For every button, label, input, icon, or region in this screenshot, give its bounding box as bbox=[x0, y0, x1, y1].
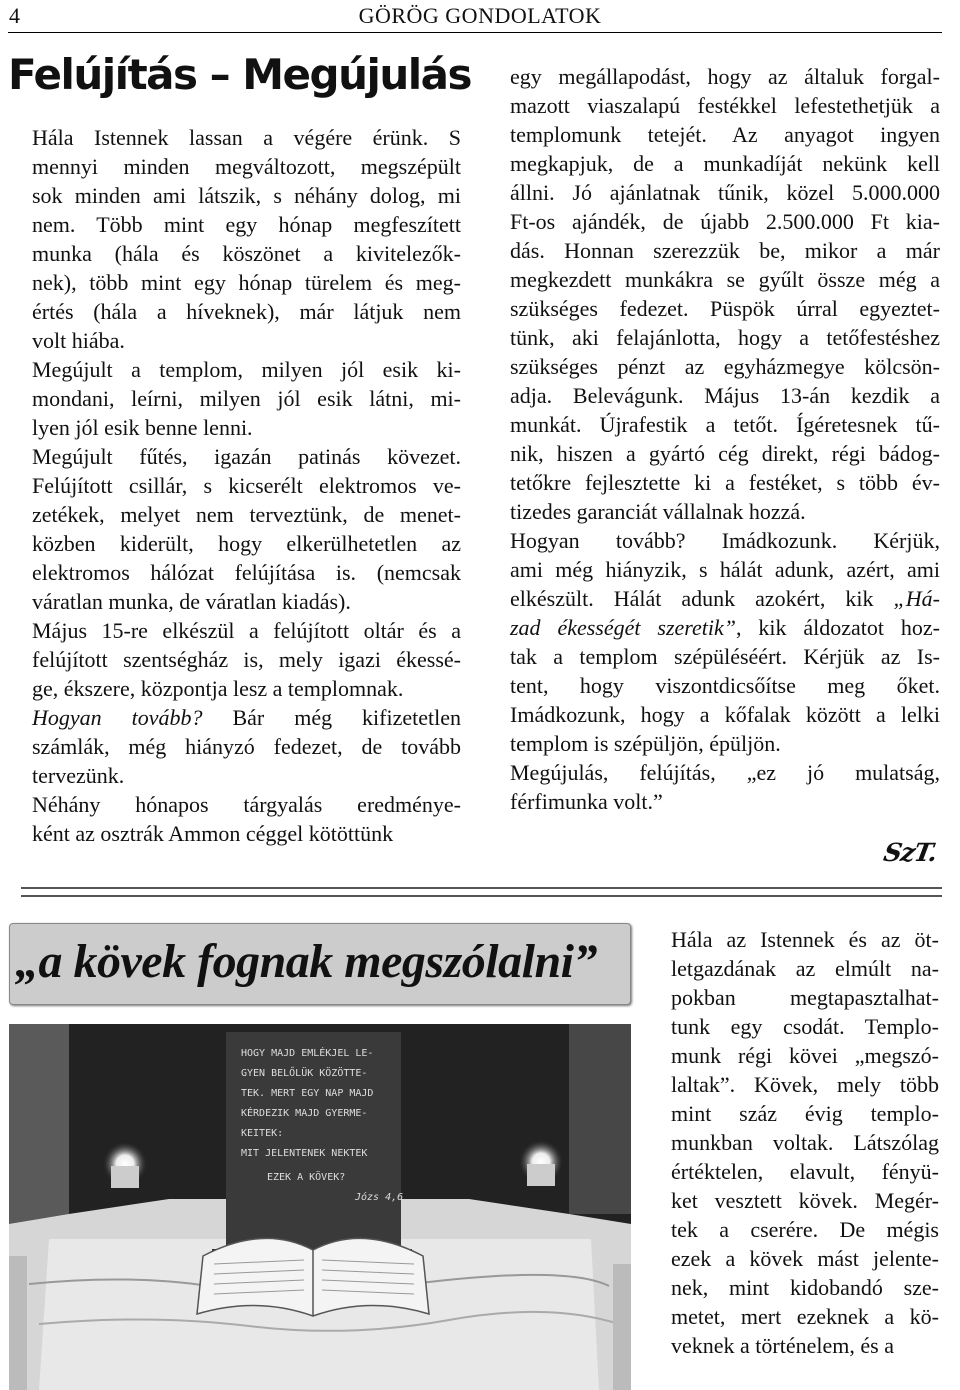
text-line: tent, hogy viszontdicsőítse meg őket. bbox=[510, 673, 940, 698]
page-number: 4 bbox=[9, 3, 20, 28]
section-divider-top bbox=[21, 887, 942, 889]
quote-heading: „a kövek fognak megszólalni” bbox=[15, 935, 597, 988]
section-divider-bottom bbox=[21, 895, 942, 897]
text-line: közben kiderült, hogy elkerülhetetlen az bbox=[32, 531, 461, 556]
text-line: munk régi kövei „megszó- bbox=[671, 1043, 939, 1068]
text-line: Megújult a templom, milyen jól esik ki- bbox=[32, 357, 461, 382]
text-line: Ft-os ajándék, de újabb 2.500.000 Ft kia- bbox=[510, 209, 940, 234]
text-line: Megújult fűtés, igazán patinás kövezet. bbox=[32, 444, 461, 469]
text-line: Megújulás, felújítás, „ez jó mulatság, bbox=[510, 760, 940, 785]
second-article-text bbox=[648, 925, 939, 1360]
text-line: mint száz évig templo- bbox=[671, 1101, 939, 1126]
text-line: egy megállapodást, hogy az általuk forgal- bbox=[510, 64, 940, 89]
text-line: megkezdett munkákra se gyűlt össze még a bbox=[510, 267, 940, 292]
text-line: letgazdának az elmúlt na- bbox=[671, 956, 939, 981]
running-header: GÖRÖG GONDOLATOK bbox=[358, 3, 602, 28]
text-line: mennyi minden megváltozott, megszépült bbox=[32, 154, 461, 179]
text-line: sok minden ami látszik, s néhány dolog, mi bbox=[32, 183, 461, 208]
text-line: nik, hiszen a gyártó cég direkt, régi bádog- bbox=[510, 441, 940, 466]
paragraph bbox=[487, 526, 940, 758]
sign-line: HOGY MAJD EMLÉKJEL LE- bbox=[241, 1048, 374, 1059]
text-line: munka (hála és köszönet a kivitelezők- bbox=[32, 241, 461, 266]
paragraph bbox=[487, 62, 940, 526]
text-line: Hála Istennek lassan a végére érünk. S bbox=[32, 125, 461, 150]
text-line: ket vesztett kövek. Megér- bbox=[671, 1188, 939, 1213]
text-line: zetékek, melyet nem terveztünk, de menet- bbox=[32, 502, 461, 527]
text-line: zad ékességét szeretik”, kik áldozatot hoz- bbox=[510, 615, 940, 640]
sign-line: KÉRDEZIK MAJD GYERME- bbox=[241, 1108, 368, 1119]
text-line: váratlan munka, de váratlan kiadás). bbox=[32, 589, 351, 614]
text-line: tünk, aki felajánlotta, hogy a tetőfestéshez bbox=[510, 325, 940, 350]
text-line: Május 15-re elkészül a felújított oltár és a bbox=[32, 618, 461, 643]
text-line: szükséges pénzt az egyházmegye kölcsön- bbox=[510, 354, 940, 379]
text-line: szükséges fedezet. Püspök úrral egyeztet- bbox=[510, 296, 940, 321]
text-line: ami még hiányzik, s hálát adunk, azért, ami bbox=[510, 557, 940, 582]
paragraph bbox=[9, 355, 461, 442]
text-line: metet, mert ezeknek a kö- bbox=[671, 1304, 939, 1329]
article-right-column bbox=[487, 62, 940, 816]
article-left-column bbox=[9, 123, 461, 848]
paragraph bbox=[9, 616, 461, 703]
text-line: férfimunka volt.” bbox=[510, 789, 663, 814]
text-line: megkapjuk, de a munkadíját nekünk kell bbox=[510, 151, 940, 176]
text-line: Imádkozunk, hogy a kőfalak között a lelki bbox=[510, 702, 940, 727]
text-line: Hogyan tovább? Imádkozunk. Kérjük, bbox=[510, 528, 940, 553]
text-line: Néhány hónapos tárgyalás eredménye- bbox=[32, 792, 461, 817]
text-line: ezek a kövek mást jelente- bbox=[671, 1246, 939, 1271]
text-line: tetőkre fejlesztette ki a festéket, s több év- bbox=[510, 470, 940, 495]
text-line: állni. Jó ajánlatnak tűnik, közel 5.000.000 bbox=[510, 180, 940, 205]
text-line: Felújított csillár, s kicserélt elektromos ve- bbox=[32, 473, 461, 498]
text-line: dás. Honnan szerezzük be, mikor a már bbox=[510, 238, 940, 263]
text-line: munkban voltak. Látszólag bbox=[671, 1130, 939, 1155]
text-line: tizedes garanciát vállalnak hozzá. bbox=[510, 499, 806, 524]
text-line: laltak”. Kövek, mely több bbox=[671, 1072, 939, 1097]
text-line: volt hiába. bbox=[32, 328, 125, 353]
text-line: pokban megtapasztalhat- bbox=[671, 985, 939, 1010]
text-line: elkészült. Hálát adunk azokért, kik „Há- bbox=[510, 586, 940, 611]
text-line: értéktelen, elavult, fényü- bbox=[671, 1159, 939, 1184]
sign-line: EZEK A KÖVEK? bbox=[267, 1172, 346, 1183]
text-line: munkát. Újrafestik a tetőt. Ígéretesnek tű- bbox=[510, 412, 940, 437]
text-line: Hála az Istennek és az öt- bbox=[671, 927, 939, 952]
text-line: felújított szentségház is, mely igazi ékessé- bbox=[32, 647, 461, 672]
paragraph bbox=[9, 442, 461, 616]
text-line: mondani, leírni, milyen jól esik látni, mi- bbox=[32, 386, 461, 411]
text-line: mazott viaszalapú festékkel lefestethetjük a bbox=[510, 93, 940, 118]
quote-heading-box bbox=[9, 923, 631, 1005]
text-line: templomunk tetejét. Az anyagot ingyen bbox=[510, 122, 940, 147]
paragraph bbox=[9, 703, 461, 790]
paragraph bbox=[9, 790, 461, 848]
paragraph bbox=[9, 123, 461, 355]
sign-line: MIT JELENTENEK NEKTEK bbox=[241, 1148, 368, 1159]
altar-photo-image bbox=[9, 1024, 631, 1390]
paragraph bbox=[487, 758, 940, 816]
text-line: ként az osztrák Ammon céggel kötöttünk bbox=[32, 821, 394, 846]
sign-line: GYEN BELŐLÜK KÖZÖTTE- bbox=[241, 1068, 368, 1079]
text-line: elektromos hálózat felújítása is. (nemcsak bbox=[32, 560, 461, 585]
paragraph bbox=[648, 925, 939, 1360]
text-line: templom is szépüljön, épüljön. bbox=[510, 731, 781, 756]
text-line: tak a templom szépüléséért. Kérjük az Is- bbox=[510, 644, 940, 669]
text-line: tunk egy csodát. Templo- bbox=[671, 1014, 939, 1039]
sign-line: TEK. MERT EGY NAP MAJD bbox=[241, 1088, 374, 1099]
article-title: Felújítás – Megújulás bbox=[8, 50, 472, 99]
text-line: adja. Belevágunk. Május 13-án kezdik a bbox=[510, 383, 940, 408]
sign-line: Józs 4,6 bbox=[355, 1192, 404, 1203]
text-line: lyen jól esik benne lenni. bbox=[32, 415, 253, 440]
text-line: tervezünk. bbox=[32, 763, 125, 788]
text-line: veknek a történelem, és a bbox=[671, 1333, 894, 1358]
header-rule bbox=[8, 32, 942, 33]
altar-photo bbox=[9, 1024, 631, 1390]
text-line: nek), több mint egy hónap türelem és meg- bbox=[32, 270, 461, 295]
author-signature: SzT. bbox=[881, 838, 939, 867]
text-line: nem. Több mint egy hónap megfeszített bbox=[32, 212, 461, 237]
text-line: tek a cserére. De mégis bbox=[671, 1217, 939, 1242]
text-line: számlák, még hiányzó fedezet, de tovább bbox=[32, 734, 461, 759]
text-line: értés (hála a híveknek), már látjuk nem bbox=[32, 299, 461, 324]
text-line: ge, ékszere, központja lesz a templomnak. bbox=[32, 676, 404, 701]
sign-line: KEITEK: bbox=[241, 1128, 284, 1139]
text-line: Hogyan tovább? Bár még kifizetetlen bbox=[32, 705, 461, 730]
text-line: nek, mint kidobandó sze- bbox=[671, 1275, 939, 1300]
